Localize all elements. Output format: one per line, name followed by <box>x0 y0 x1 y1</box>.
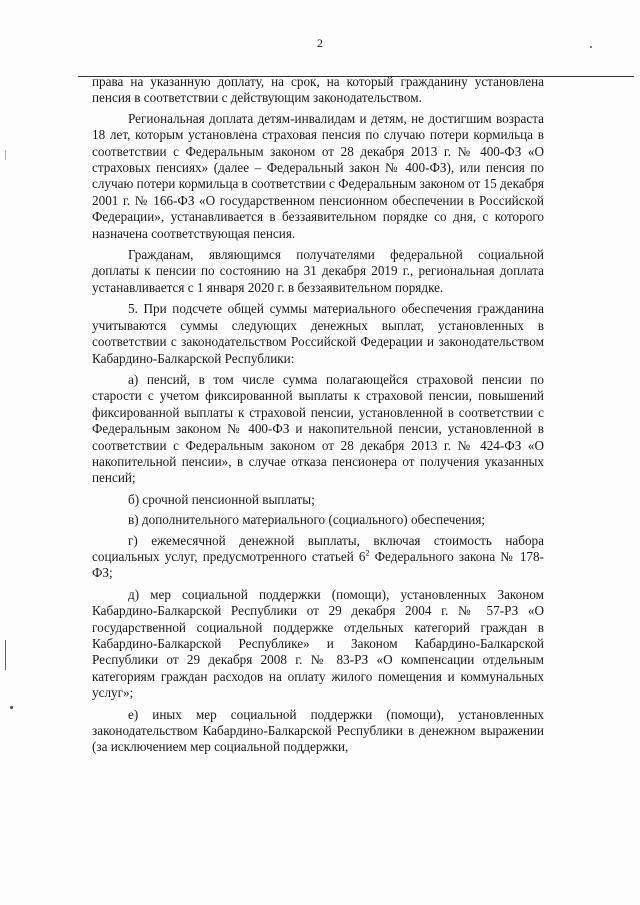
scan-margin-mark <box>5 150 6 160</box>
subitem-a: а) пенсий, в том числе сумма полагающейся страховой пенсии по старости с учетом фиксированной выплаты к страховой пенсии, повышений фиксированной выплаты к страховой пенсии, установленной в соответствии с Федеральным законом № 400-ФЗ и накопительной пенсии, установленной в соответствии с Федеральным законом от 28 декабря 2013 г. № 424-ФЗ «О накопительной пенсии», в случае отказа пенсионера от получения указанных пенсий; <box>92 371 544 486</box>
subitem-d: д) мер социальной поддержки (помощи), установленных Законом Кабардино-Балкарской Республики от 29 декабря 2004 г. № 57-РЗ «О государственной социальной поддержке отдельных категорий граждан в Кабардино-Балкарской Республике» и Законом Кабардино-Балкарской Республики от 29 декабря 2008 г. № 83-РЗ «О компенсации отдельным категориям граждан расходов на оплату жилого помещения и коммунальных услуг»; <box>92 586 544 701</box>
paragraph-regional-supplement-children: Региональная доплата детям-инвалидам и детям, не достигшим возраста 18 лет, которым установлена страховая пенсия по случаю потери кормильца в соответствии с Федеральным законом от 28 декабря 2013 г. № 400-ФЗ «О страховых пенсиях» (далее – Федеральный закон № 400-ФЗ), или пенсия по случаю потери кормильца в соответствии с Федеральным законом от 15 декабря 2001 г. № 166-ФЗ «О государственном пенсионном обеспечении в Российской Федерации», устанавливается в беззаявительном порядке со дня, с которого назначена соответствующая пенсия. <box>92 110 544 241</box>
document-body <box>92 74 544 756</box>
page-number: 2 <box>317 36 323 50</box>
subitem-g-text: г) ежемесячной денежной выплаты, включая стоимость набора социальных услуг, предусмотренного статьей 6 <box>92 532 544 564</box>
subitem-v: в) дополнительного материального (социального) обеспечения; <box>128 512 486 528</box>
paragraph-item-5: 5. При подсчете общей суммы материального обеспечения гражданина учитываются суммы следующих денежных выплат, установленных в соответствии с законодательством Российской Федерации и законодательством Кабардино-Балкарской Республики: <box>92 301 544 366</box>
subitem-e: е) иных мер социальной поддержки (помощи), установленных законодательством Кабардино-Балкарской Республики в денежном выражении (за исключением мер социальной поддержки, <box>92 706 544 755</box>
scan-speck <box>590 46 592 48</box>
paragraph-federal-supplement-recipients: Гражданам, являющимся получателями федеральной социальной доплаты к пенсии по состоянию на 31 декабря 2019 г., региональная доплата устанавливается с 1 января 2020 г. в беззаявительном порядке. <box>92 247 544 295</box>
paragraph-continuation: права на указанную доплату, на срок, на который гражданину установлена пенсия в соответствии с действующим законодательством. <box>92 74 544 106</box>
scan-speck <box>10 706 13 709</box>
subitem-g <box>92 533 544 582</box>
subitem-b: б) срочной пенсионной выплаты; <box>128 491 315 507</box>
subitem-g-superscript: 2 <box>365 548 370 558</box>
subitem-g-text-end: Федерального закона № 178-ФЗ; <box>92 548 544 581</box>
scan-margin-mark <box>5 640 6 670</box>
